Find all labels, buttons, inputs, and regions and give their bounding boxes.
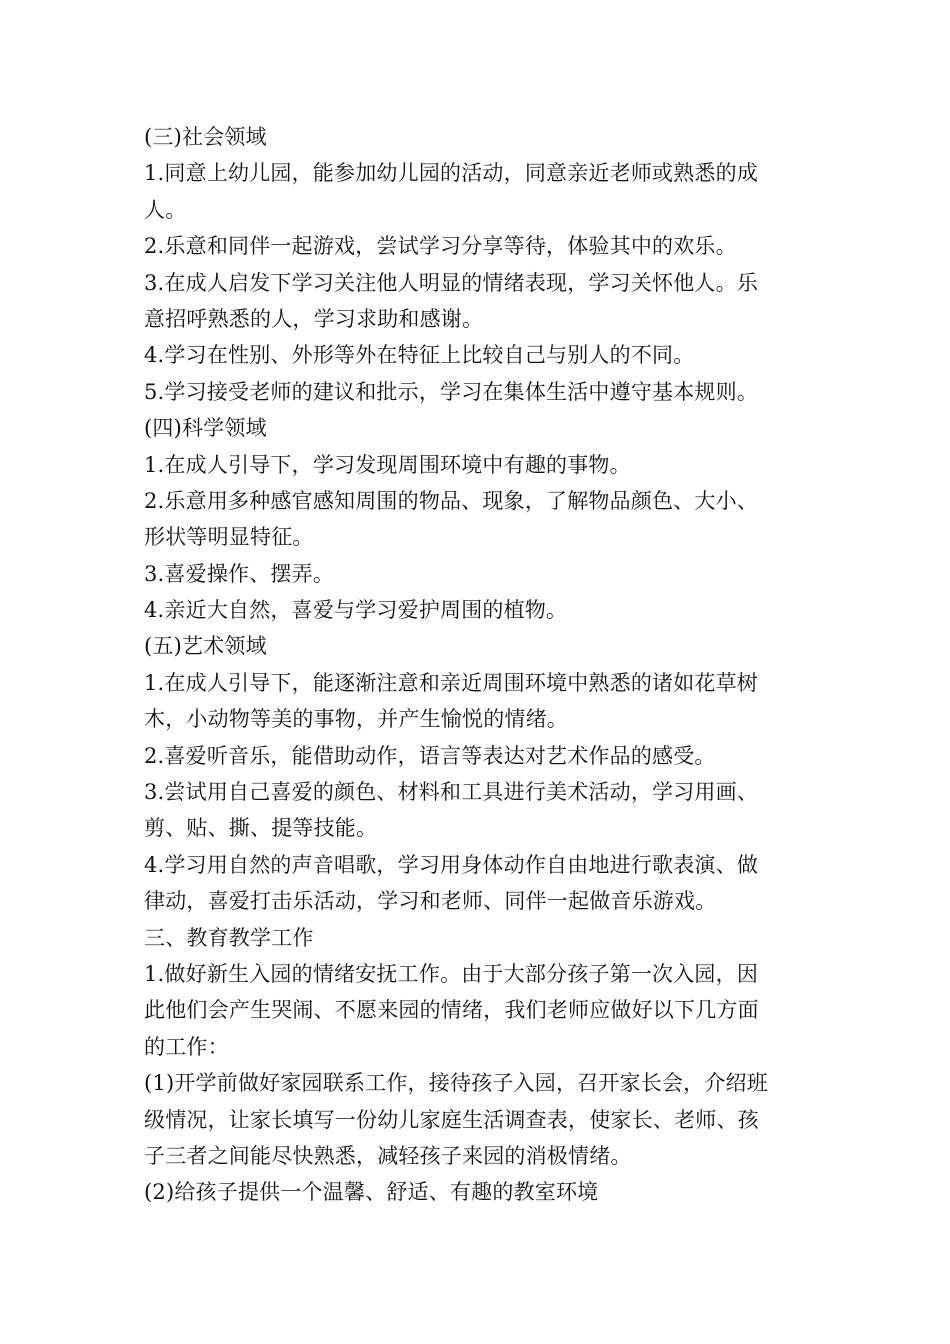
document-body (144, 119, 812, 1211)
text-line: 形状等明显特征。 (144, 525, 314, 550)
text-line: 2.乐意用多种感官感知周围的物品、现象，了解物品颜色、大小、 (144, 488, 759, 513)
text-line: 此他们会产生哭闹、不愿来园的情绪，我们老师应做好以下几方面 (144, 998, 759, 1023)
text-line: 级情况，让家长填写一份幼儿家庭生活调查表，使家长、老师、孩 (144, 1107, 759, 1132)
section-heading-teaching: 三、教育教学工作 (144, 925, 314, 950)
text-line: 1.同意上幼儿园，能参加幼儿园的活动，同意亲近老师或熟悉的成 (144, 161, 759, 186)
text-line: 木，小动物等美的事物，并产生愉悦的情绪。 (144, 707, 568, 732)
text-line: 3.喜爱操作、摆弄。 (144, 561, 335, 586)
text-line: 2.乐意和同伴一起游戏，尝试学习分享等待，体验其中的欢乐。 (144, 234, 737, 259)
text-line: 5.学习接受老师的建议和批示，学习在集体生活中遵守基本规则。 (144, 379, 759, 404)
text-line: 2.喜爱听音乐，能借助动作，语言等表达对艺术作品的感受。 (144, 743, 716, 768)
text-line: 意招呼熟悉的人，学习求助和感谢。 (144, 306, 484, 331)
text-line: 人。 (144, 197, 187, 222)
text-line: 1.做好新生入园的情绪安抚工作。由于大部分孩子第一次入园，因 (144, 961, 759, 986)
text-line: 剪、贴、撕、提等技能。 (144, 816, 378, 841)
text-line: (2)给孩子提供一个温馨、舒适、有趣的教室环境 (144, 1180, 599, 1205)
text-line: 1.在成人引导下，学习发现周围环境中有趣的事物。 (144, 452, 631, 477)
text-line: 4.学习在性别、外形等外在特征上比较自己与别人的不同。 (144, 343, 695, 368)
text-line: (1)开学前做好家园联系工作，接待孩子入园，召开家长会，介绍班 (144, 1071, 768, 1096)
text-line: 4.亲近大自然，喜爱与学习爱护周围的植物。 (144, 598, 568, 623)
section-heading-art: (五)艺术领域 (144, 634, 267, 659)
text-line: 律动，喜爱打击乐活动，学习和老师、同伴一起做音乐游戏。 (144, 889, 717, 914)
section-heading-social: (三)社会领域 (144, 125, 267, 149)
text-line: 子三者之间能尽快熟悉，减轻孩子来园的消极情绪。 (144, 1143, 632, 1168)
section-heading-science: (四)科学领域 (144, 416, 267, 441)
text-line: 的工作： (144, 1034, 229, 1059)
text-line: 3.尝试用自己喜爱的颜色、材料和工具进行美术活动，学习用画、 (144, 780, 759, 805)
text-line: 4.学习用自然的声音唱歌，学习用身体动作自由地进行歌表演、做 (144, 852, 759, 877)
text-line: 1.在成人引导下，能逐渐注意和亲近周围环境中熟悉的诸如花草树 (144, 670, 759, 695)
text-line: 3.在成人启发下学习关注他人明显的情绪表现，学习关怀他人。乐 (144, 270, 759, 295)
